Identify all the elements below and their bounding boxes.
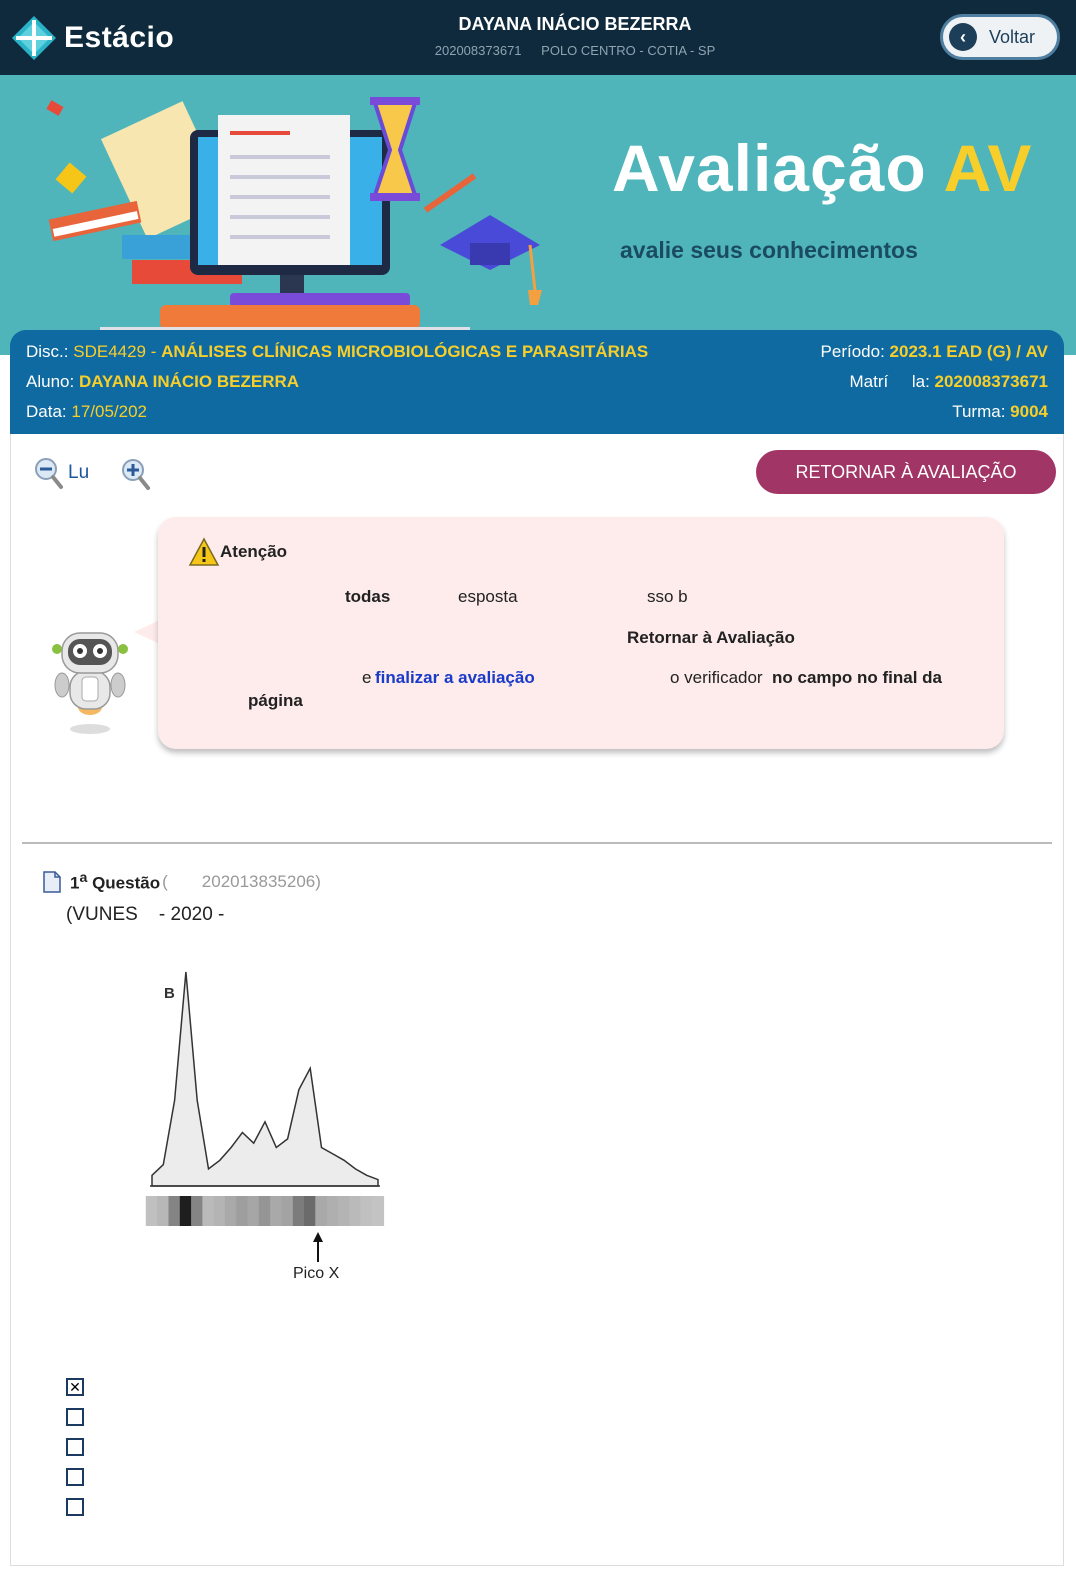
polo: POLO CENTRO - COTIA - SP <box>541 43 716 58</box>
back-button[interactable] <box>940 14 1060 60</box>
chart-band-segment <box>327 1196 339 1226</box>
periodo-value: 2023.1 EAD (G) <box>889 342 1012 361</box>
top-bar <box>0 0 1076 75</box>
chart-band-segment <box>236 1196 248 1226</box>
estacio-logo[interactable] <box>10 14 174 62</box>
matricula-label: Matrí la: <box>849 372 930 391</box>
answer-checkbox[interactable] <box>66 1468 84 1486</box>
return-to-exam-button[interactable]: RETORNAR À AVALIAÇÃO <box>756 450 1056 494</box>
attention-notice <box>158 517 1004 749</box>
turma-value: 9004 <box>1010 402 1048 421</box>
answer-checkbox[interactable] <box>66 1498 84 1516</box>
chart-band-segment <box>361 1196 373 1226</box>
periodo-av: AV <box>1025 342 1048 361</box>
data-label: Data: <box>26 402 67 421</box>
notice-verificador: o verificador <box>670 668 763 687</box>
chart-band-segment <box>293 1196 305 1226</box>
exam-info <box>10 330 1064 434</box>
turma-label: Turma: <box>952 402 1006 421</box>
finalize-exam-link[interactable]: finalizar a avaliação <box>375 668 535 687</box>
disc-code: SDE4429 <box>73 342 147 361</box>
student-id: 202008373671 <box>434 43 522 58</box>
banner-illustration-icon <box>40 95 600 345</box>
chart-band-segment <box>225 1196 237 1226</box>
question-number-word: Questão <box>92 873 161 893</box>
banner <box>0 75 1076 355</box>
banner-title <box>612 130 1032 206</box>
user-header <box>330 14 820 58</box>
chart-gel-band <box>146 1196 384 1226</box>
banner-title-main: Avaliação <box>612 131 927 205</box>
back-label: Voltar <box>989 26 1036 47</box>
disc-name: ANÁLISES CLÍNICAS MICROBIOLÓGICAS E PARASITÁRIAS <box>161 342 649 361</box>
chart-peak-label: B <box>164 985 175 1002</box>
chart-band-segment <box>180 1196 192 1226</box>
logo-text: Estácio <box>64 21 175 54</box>
chart-band-segment <box>338 1196 350 1226</box>
info-row-aluno <box>26 372 1048 394</box>
periodo-label: Período: <box>820 342 885 361</box>
info-row-data <box>26 402 1048 424</box>
bubble-tail <box>134 620 160 644</box>
attention-title: Atenção <box>220 542 288 561</box>
question-number-value: 1 <box>70 873 80 893</box>
student-name: DAYANA INÁCIO BEZERRA <box>458 14 692 34</box>
chart-band-segment <box>202 1196 214 1226</box>
chart-band-segment <box>281 1196 293 1226</box>
chart-band-segment <box>259 1196 271 1226</box>
student-meta <box>330 43 820 58</box>
answer-checkbox[interactable] <box>66 1408 84 1426</box>
chart-band-segment <box>157 1196 169 1226</box>
question-header <box>42 870 321 894</box>
notice-word-todas: todas <box>345 587 391 606</box>
question-code: 202013835206) <box>201 871 321 891</box>
zoom-in-icon[interactable] <box>118 456 152 495</box>
notice-word-e: e <box>362 668 372 687</box>
aluno-label: Aluno: <box>26 372 75 391</box>
chart-band-segment <box>248 1196 260 1226</box>
answer-checkbox[interactable] <box>66 1438 84 1456</box>
question-code-open: ( <box>162 871 168 891</box>
notice-pagina: página <box>248 691 303 710</box>
chart-band-segment <box>315 1196 327 1226</box>
electrophoresis-chart <box>140 960 400 1300</box>
chevron-left-icon: ‹ <box>949 23 977 51</box>
chart-band-segment <box>214 1196 226 1226</box>
disc-label: Disc.: <box>26 342 69 361</box>
matricula-value: 202008373671 <box>934 372 1048 391</box>
document-icon <box>42 871 62 893</box>
chart-band-segment <box>372 1196 384 1226</box>
answer-checkbox[interactable]: ✕ <box>66 1378 84 1396</box>
attention-heading <box>188 537 287 567</box>
warning-icon <box>188 537 220 567</box>
aluno-value: DAYANA INÁCIO BEZERRA <box>78 372 300 391</box>
estacio-logo-icon <box>10 14 58 62</box>
chart-band-segment <box>270 1196 282 1226</box>
zoom-out-icon[interactable] <box>33 456 63 495</box>
chart-band-segment <box>304 1196 316 1226</box>
chart-band-segment <box>146 1196 158 1226</box>
notice-word-sso: sso b <box>647 587 688 606</box>
robot-mascot-icon <box>48 625 132 742</box>
notice-campo: no campo no final da <box>772 668 943 687</box>
question-number-sup: a <box>79 870 88 886</box>
banner-title-accent: AV <box>943 131 1033 205</box>
chart-band-segment <box>349 1196 361 1226</box>
banner-subtitle: avalie seus conhecimentos <box>620 237 918 263</box>
question-number <box>70 870 160 894</box>
info-row-disc <box>26 342 1048 364</box>
data-value: 17/05/202 <box>71 402 148 421</box>
chart-band-segment <box>169 1196 181 1226</box>
notice-word-esposta: esposta <box>458 587 518 606</box>
chart-annotation: Pico X <box>293 1265 340 1282</box>
section-divider <box>22 842 1052 844</box>
zoom-label: Lu <box>68 462 90 483</box>
chart-band-segment <box>191 1196 203 1226</box>
question-text: (VUNES - 2020 - <box>66 904 225 925</box>
periodo-sep: / <box>1016 342 1021 361</box>
notice-retornar: Retornar à Avaliação <box>627 628 795 647</box>
disc-sep: - <box>150 342 157 361</box>
